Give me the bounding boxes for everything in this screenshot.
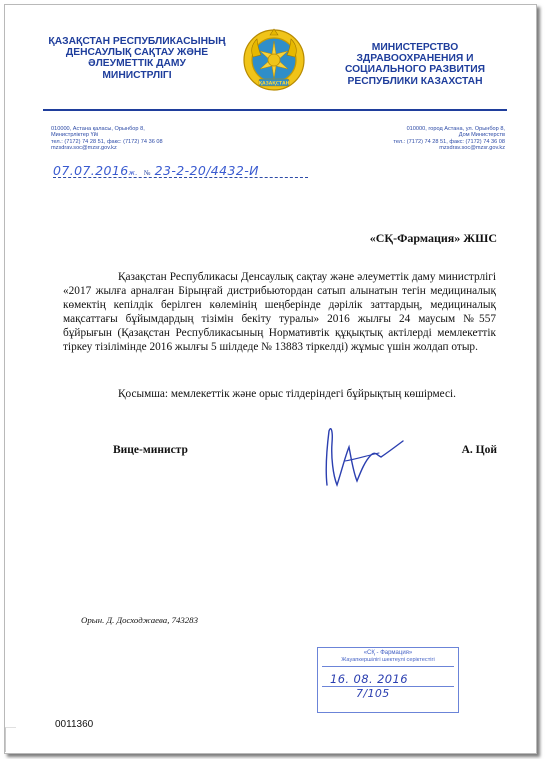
document-serial: 0011360: [55, 719, 94, 730]
document-page: [4, 4, 537, 754]
letterhead-divider: [43, 109, 507, 111]
reference-number: 23-2-20/4432-И: [154, 163, 259, 178]
reference-line: [53, 162, 313, 182]
stamp-ruling-1: [322, 666, 454, 667]
ministry-name-kz: ҚАЗАҚСТАН РЕСПУБЛИКАСЫНЫҢ ДЕНСАУЛЫҚ САҚТАУ ЖӘНЕ ӘЛЕУМЕТТІК ДАМУ МИНИСТРЛІГІ: [48, 36, 226, 81]
attachment-line: Қосымша: мемлекеттік және орыс тілдеріндегі бұйрықтың көшірмесі.: [118, 388, 456, 400]
year-suffix: ж.: [128, 169, 138, 177]
handwritten-signature: [305, 417, 425, 495]
state-emblem-icon: [243, 27, 305, 93]
body-paragraph: Қазақстан Республикасы Денсаулық сақтау және әлеуметтік даму министрлігі «2017 жылға арналған Бірыңғай дистрибьютордан сатып алынатын тегін медициналық көмектің кепілдік берілген көлемінің шеңберінде дәрілік заттардың, медициналық мақсаттағы бұйымдардың тізімін бекіту туралы» 2016 жылғы 24 маусым №557 бұйрығын (Қазақстан Республикасының Нормативтік құқықтық актілерді мемлекеттік тіркеу тізілімінде 2016 жылғы 5 шілдеде № 13883 тіркелді) жұмыс үшін жолдап отыр.: [63, 271, 496, 353]
emblem-caption: ҚАЗАҚСТАН: [258, 81, 290, 87]
incoming-stamp: [317, 647, 459, 713]
stamp-org-type: Жауапкершілігі шектеулі серіктестігі: [341, 657, 435, 663]
address-ru: 010000, город Астана, ул. Орынбор 8, Дом Министерств тел.: (7172) 74 28 51, факс: (7172) 74 36 08 mzsdrav.soc@mzsr.gov.kz: [393, 126, 505, 152]
reference-underline: [53, 177, 308, 178]
page-corner-fold: [5, 727, 16, 752]
signatory-name: А. Цой: [461, 444, 497, 456]
signatory-position: Вице-министр: [113, 444, 188, 456]
recipient: «СҚ-Фармация» ЖШС: [369, 231, 497, 245]
reference-date: 07.07.2016: [53, 163, 129, 178]
executor-note: Орын. Д. Досходжаева, 743283: [81, 615, 198, 625]
stamp-company: «СҚ - Фармация»: [363, 650, 413, 656]
address-kz: 010000, Астана қаласы, Орынбор 8, Министрлiктер Үйi тел.: (7172) 74 28 51, факс: (7172) 74 36 08 mzsdrav.soc@mzsr.gov.kz: [51, 126, 163, 152]
stamp-date-handwritten: 16. 08. 2016: [330, 672, 408, 686]
ministry-name-ru: МИНИСТЕРСТВО ЗДРАВООХРАНЕНИЯ И СОЦИАЛЬНОГО РАЗВИТИЯ РЕСПУБЛИКИ КАЗАХСТАН: [344, 42, 486, 87]
number-label: №: [143, 169, 151, 177]
stamp-number-handwritten: 7/105: [356, 687, 390, 700]
